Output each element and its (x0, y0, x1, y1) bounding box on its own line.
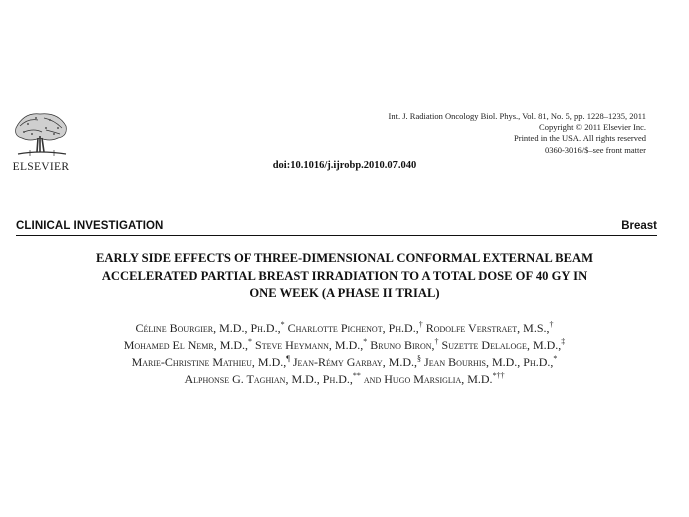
author-line (0, 337, 689, 354)
affiliation-mark: * (280, 320, 285, 329)
doi-link[interactable]: doi:10.1016/j.ijrobp.2010.07.040 (272, 160, 417, 171)
author-name: Steve Heymann, M.D., (252, 338, 364, 352)
author-name: Rodolfe Verstraet, M.S., (422, 321, 550, 335)
affiliation-mark: † (418, 320, 423, 329)
title-line: ACCELERATED PARTIAL BREAST IRRADIATION TO A TOTAL DOSE OF 40 GY IN (101, 268, 588, 283)
author-name: Marie-Christine Mathieu, M.D., (131, 355, 287, 369)
affiliation-mark: *†† (492, 371, 505, 380)
author-line (0, 354, 689, 371)
section-topic: Breast (621, 220, 657, 232)
article-title (0, 250, 689, 303)
author-name: Jean Bourhis, M.D., Ph.D., (421, 355, 554, 369)
affiliation-mark: * (363, 337, 368, 346)
author-line (0, 320, 689, 337)
author-name: Charlotte Pichenot, Ph.D., (284, 321, 419, 335)
title-line: EARLY SIDE EFFECTS OF THREE-DIMENSIONAL CONFORMAL EXTERNAL BEAM (96, 251, 593, 265)
citation-block (389, 111, 646, 156)
section-header (16, 219, 657, 236)
author-name: Alphonse G. Taghian, M.D., Ph.D., (184, 372, 353, 386)
author-name: Jean-Rémy Garbay, M.D., (289, 355, 418, 369)
elsevier-tree-icon (10, 108, 72, 160)
journal-citation: Int. J. Radiation Oncology Biol. Phys., Vol. 81, No. 5, pp. 1228–1235, 2011 (388, 111, 646, 121)
affiliation-mark: * (553, 354, 558, 363)
affiliation-mark: ‡ (561, 337, 566, 346)
title-line: ONE WEEK (A PHASE II TRIAL) (249, 286, 440, 300)
affiliation-mark: * (248, 337, 253, 346)
author-list (0, 320, 689, 388)
issn-line: 0360-3016/$–see front matter (544, 144, 646, 155)
affiliation-mark: † (434, 337, 439, 346)
section-category: CLINICAL INVESTIGATION (16, 220, 164, 232)
author-name: Céline Bourgier, M.D., Ph.D., (135, 321, 281, 335)
author-name: Mohamed El Nemr, M.D., (123, 338, 249, 352)
publisher-name: ELSEVIER (12, 161, 70, 173)
affiliation-mark: ** (352, 371, 361, 380)
printed-line: Printed in the USA. All rights reserved (514, 133, 646, 144)
author-name: Suzette Delaloge, M.D., (438, 338, 562, 352)
author-name: Bruno Biron, (367, 338, 435, 352)
affiliation-mark: § (417, 354, 422, 363)
affiliation-mark: † (549, 320, 554, 329)
copyright-line: Copyright © 2011 Elsevier Inc. (539, 122, 646, 133)
author-line (0, 371, 689, 388)
author-name: and Hugo Marsiglia, M.D. (360, 372, 493, 386)
affiliation-mark: ¶ (286, 354, 290, 363)
